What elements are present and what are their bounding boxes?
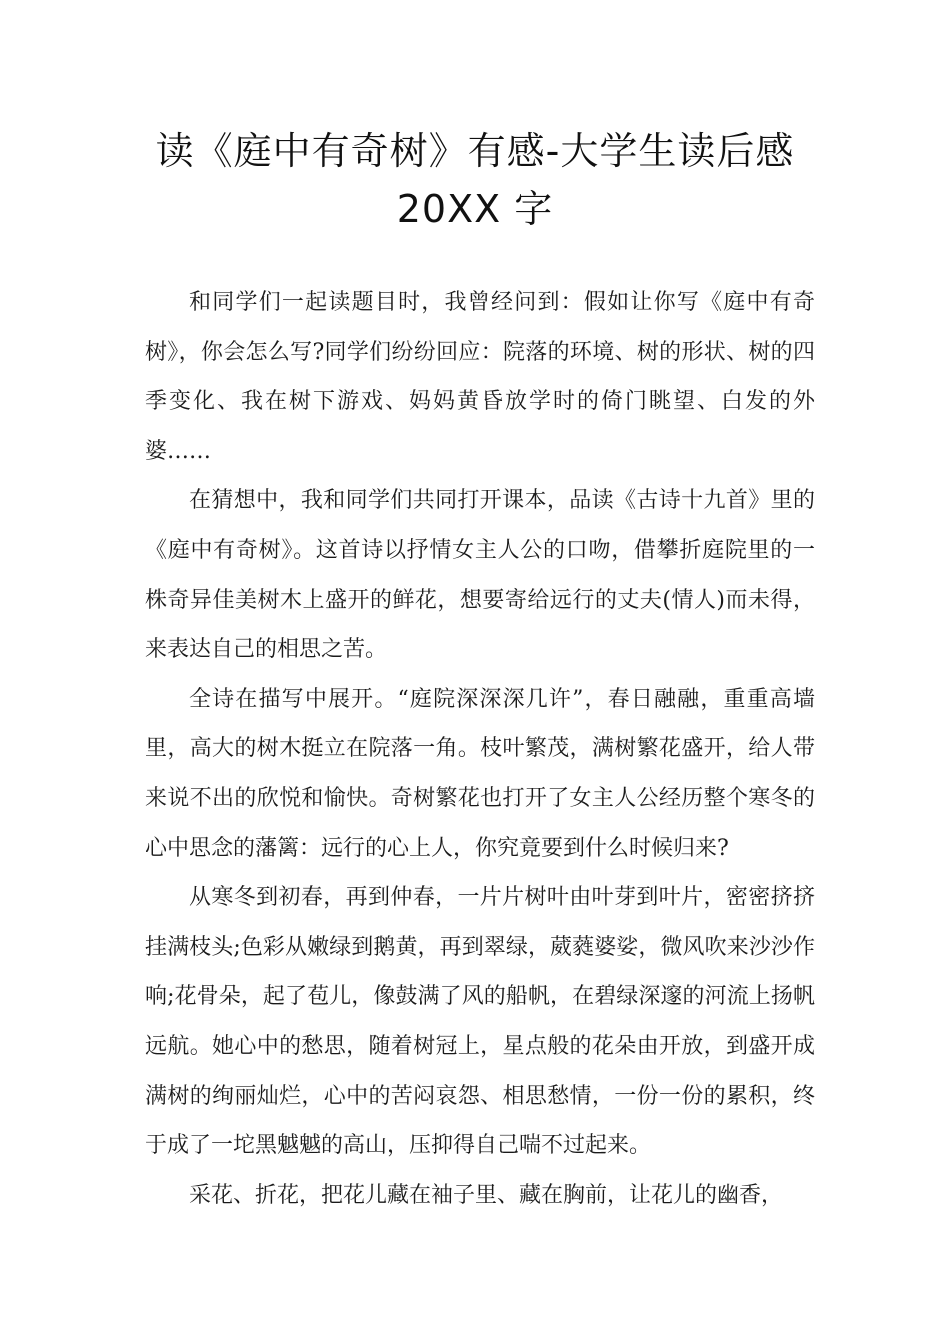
paragraph: 和同学们一起读题目时，我曾经问到：假如让你写《庭中有奇树》，你会怎么写?同学们纷纷回应：院落的环境、树的形状、树的四季变化、我在树下游戏、妈妈黄昏放学时的倚门眺望、白发的外婆…… (145, 290, 815, 464)
title-line-1: 读《庭中有奇树》有感-大学生读后感 (155, 129, 795, 173)
paragraph: 从寒冬到初春，再到仲春，一片片树叶由叶芽到叶片，密密挤挤挂满枝头;色彩从嫩绿到鹅黄，再到翠绿，葳蕤婆娑，微风吹来沙沙作响;花骨朵，起了苞儿，像鼓满了风的船帆，在碧绿深邃的河流上扬帆远航。她心中的愁思，随着树冠上，星点般的花朵由开放，到盛开成满树的绚丽灿烂，心中的苦闷哀怨、相思愁情，一份一份的累积，终于成了一坨黑魆魆的高山，压抑得自己喘不过起来。 (145, 885, 815, 1159)
paragraph: 采花、折花，把花儿藏在袖子里、藏在胸前，让花儿的幽香， (189, 1182, 784, 1208)
document-body (145, 278, 815, 1220)
title-line-2: 20XX 字 (396, 187, 554, 231)
paragraph: 在猜想中，我和同学们共同打开课本，品读《古诗十九首》里的《庭中有奇树》。这首诗以抒情女主人公的口吻，借攀折庭院里的一株奇异佳美树木上盛开的鲜花，想要寄给远行的丈夫(情人)而未得，来表达自己的相思之苦。 (145, 488, 815, 663)
paragraph: 全诗在描写中展开。“庭院深深深几许”，春日融融，重重高墙里，高大的树木挺立在院落一角。枝叶繁茂，满树繁花盛开，给人带来说不出的欣悦和愉快。奇树繁花也打开了女主人公经历整个寒冬的心中思念的藩篱：远行的心上人，你究竟要到什么时候归来? (145, 686, 815, 861)
document-title (100, 122, 850, 238)
